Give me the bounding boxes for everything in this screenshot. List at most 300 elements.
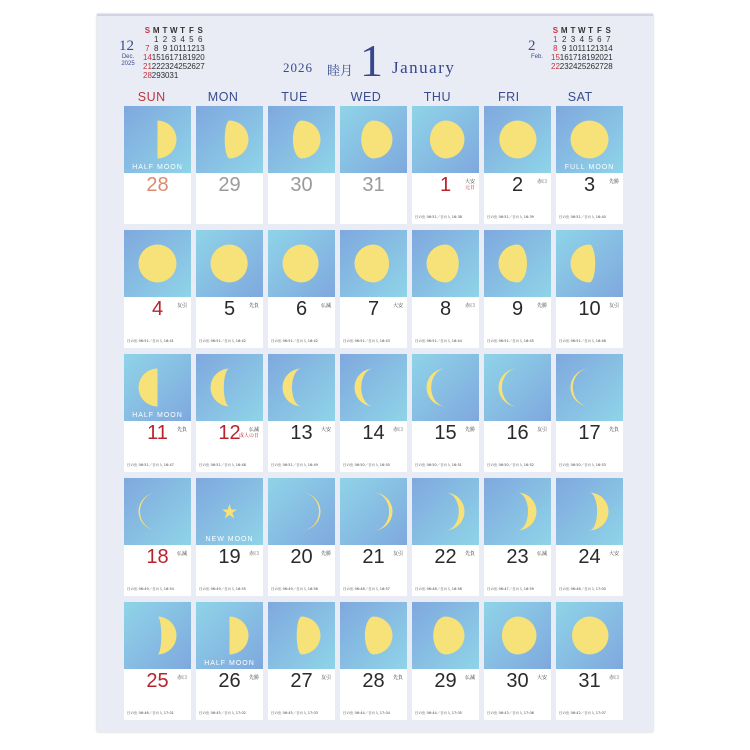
rokuyo-label: 先負: [464, 551, 475, 557]
moon-icon: [196, 602, 263, 669]
moon-icon: [556, 602, 623, 669]
mini-day: 22: [151, 62, 161, 71]
day-number: 17: [578, 422, 601, 444]
moon-phase-image: [196, 602, 263, 669]
moon-phase-image: [340, 478, 407, 545]
rokuyo-label: 先負: [248, 303, 259, 309]
rokuyo-label: 大安: [464, 179, 475, 185]
rokuyo-label: 先勝: [536, 303, 547, 309]
sunrise-sunset-times: 日の出 06:51／日の入 16:40: [559, 215, 606, 219]
moon-icon: [484, 602, 551, 669]
day-cell: [340, 106, 407, 224]
day-number: 24: [578, 546, 601, 568]
mini-day: 18: [577, 53, 587, 62]
moon-phase-image: [484, 602, 551, 669]
mini-day: 3: [171, 35, 177, 44]
day-cell: [340, 230, 407, 348]
mini-day: 20: [594, 53, 604, 62]
day-cell: [268, 602, 335, 720]
sunrise-sunset-times: 日の出 06:51／日の入 16:39: [487, 215, 534, 219]
mini-day: 26: [186, 62, 196, 71]
mini-day: 16: [559, 53, 569, 62]
holiday-label: 元日: [464, 185, 475, 191]
day-cell: [412, 602, 479, 720]
moon-phase-image: [556, 478, 623, 545]
moon-icon: [556, 354, 623, 421]
rokuyo-label: 先勝: [248, 675, 259, 681]
sunrise-sunset-times: 日の出 06:51／日の入 16:42: [271, 339, 318, 343]
prev-month-abbr: Dec. 2025: [121, 54, 135, 67]
next-month-number: 2: [528, 38, 536, 54]
mini-day: 12: [586, 44, 596, 53]
moon-phase-image: [340, 106, 407, 173]
rokuyo-label: 先勝: [464, 427, 475, 433]
prev-month-number: 12: [119, 38, 134, 54]
sunrise-sunset-times: 日の出 06:51／日の入 16:45: [487, 339, 534, 343]
mini-day: 30: [160, 71, 170, 80]
moon-icon: [556, 230, 623, 297]
rokuyo-label: 赤口: [464, 303, 475, 309]
mini-day: 19: [186, 53, 196, 62]
day-number: 2: [511, 174, 524, 196]
sunrise-sunset-times: 日の出 06:51／日の入 16:44: [415, 339, 462, 343]
mini-day: 17: [169, 53, 179, 62]
day-number: 5: [223, 298, 236, 320]
mini-day: 14: [603, 44, 613, 53]
mini-day: 12: [186, 44, 196, 53]
mini-weekday: F: [188, 26, 194, 35]
sunrise-sunset-times: 日の出 06:49／日の入 16:54: [127, 587, 174, 591]
mini-day: 28: [603, 62, 613, 71]
day-cell: [340, 602, 407, 720]
sunrise-sunset-times: 日の出 06:51／日の入 16:47: [127, 463, 174, 467]
day-number: 12: [218, 422, 241, 444]
sunrise-sunset-times: 日の出 06:51／日の入 16:46: [559, 339, 606, 343]
moon-phase-image: [196, 354, 263, 421]
day-number: 28: [146, 174, 169, 196]
day-cell: [196, 602, 263, 720]
day-cell: [484, 230, 551, 348]
rokuyo-label: 大安: [392, 303, 403, 309]
rokuyo-label: 赤口: [176, 675, 187, 681]
next-month-grid: [551, 26, 613, 71]
moon-icon: [124, 478, 191, 545]
day-number: 6: [295, 298, 308, 320]
day-number: 19: [218, 546, 241, 568]
moon-icon: [268, 602, 335, 669]
moon-phase-image: [268, 354, 335, 421]
day-number: 29: [218, 174, 241, 196]
mini-day: 5: [588, 35, 593, 44]
day-number: 27: [290, 670, 313, 692]
day-cell: [196, 106, 263, 224]
day-number: 30: [506, 670, 529, 692]
mini-week-row: [551, 35, 613, 44]
mini-weekday: W: [578, 26, 586, 35]
moon-phase-image: [124, 106, 191, 173]
mini-day: 25: [577, 62, 587, 71]
mini-day: 23: [160, 62, 170, 71]
mini-day: 2: [162, 35, 168, 44]
mini-day: 11: [178, 44, 187, 53]
moon-icon: [268, 230, 335, 297]
moon-icon: [412, 354, 479, 421]
moon-phase-label: FULL MOON: [564, 164, 615, 171]
holiday-label: 成人の日: [238, 433, 259, 439]
moon-phase-image: [412, 354, 479, 421]
day-cell: [484, 478, 551, 596]
day-number: 4: [151, 298, 164, 320]
mini-week-row: [551, 62, 613, 71]
sunrise-sunset-times: 日の出 06:45／日の入 17:02: [199, 711, 246, 715]
mini-day: 9: [561, 44, 567, 53]
rokuyo-label: 先負: [392, 675, 403, 681]
moon-icon: [412, 478, 479, 545]
day-cell: [484, 106, 551, 224]
day-cell: [556, 478, 623, 596]
weekday-fri: FRI: [498, 90, 520, 104]
mini-day: 23: [559, 62, 569, 71]
moon-icon: [412, 230, 479, 297]
rokuyo-label: 友引: [536, 427, 547, 433]
moon-phase-image: [340, 230, 407, 297]
day-number: 31: [578, 670, 601, 692]
mini-day: 25: [178, 62, 188, 71]
moon-phase-image: [412, 106, 479, 173]
mini-weekday: S: [605, 26, 611, 35]
mini-day: 11: [577, 44, 586, 53]
sunrise-sunset-times: 日の出 06:51／日の入 16:49: [271, 463, 318, 467]
mini-day: 10: [169, 44, 179, 53]
moon-icon: [484, 106, 551, 173]
rokuyo-label: 仏滅: [320, 303, 331, 309]
mini-day: 18: [178, 53, 188, 62]
mini-day: 27: [594, 62, 604, 71]
sunrise-sunset-times: 日の出 06:50／日の入 16:50: [343, 463, 390, 467]
weekday-tue: TUE: [281, 90, 308, 104]
day-cell: [268, 230, 335, 348]
day-cell: [412, 354, 479, 472]
rokuyo-label: 友引: [176, 303, 187, 309]
sunrise-sunset-times: 日の出 06:46／日の入 17:00: [559, 587, 606, 591]
moon-icon: [196, 354, 263, 421]
moon-phase-image: [124, 354, 191, 421]
day-number: 8: [439, 298, 452, 320]
mini-day: 31: [169, 71, 179, 80]
day-number: 15: [434, 422, 457, 444]
moon-phase-image: [268, 602, 335, 669]
rokuyo-label: 仏滅: [248, 427, 259, 433]
mini-day: 9: [162, 44, 168, 53]
sunrise-sunset-times: 日の出 06:51／日の入 16:38: [415, 215, 462, 219]
weekday-sun: SUN: [137, 90, 166, 104]
moon-phase-image: [340, 354, 407, 421]
moon-phase-label: NEW MOON: [205, 536, 254, 543]
mini-day: 21: [603, 53, 613, 62]
moon-phase-image: [556, 106, 623, 173]
weekday-sat: SAT: [567, 90, 593, 104]
mini-weekday: T: [588, 26, 594, 35]
mini-day: 5: [189, 35, 194, 44]
mini-day: 2: [561, 35, 567, 44]
day-number: 7: [367, 298, 380, 320]
sunrise-sunset-times: 日の出 06:44／日の入 17:05: [415, 711, 462, 715]
mini-day: 7: [605, 35, 611, 44]
moon-icon: [196, 478, 263, 545]
day-number: 31: [362, 174, 385, 196]
day-number: 1: [439, 174, 452, 196]
moon-phase-image: [268, 230, 335, 297]
day-number: 3: [583, 174, 596, 196]
moon-icon: [340, 478, 407, 545]
rokuyo-label: 友引: [608, 303, 619, 309]
day-cell: [484, 354, 551, 472]
sunrise-sunset-times: 日の出 06:46／日の入 17:01: [127, 711, 174, 715]
moon-phase-image: [412, 602, 479, 669]
sunrise-sunset-times: 日の出 06:51／日の入 16:43: [343, 339, 390, 343]
moon-phase-label: HALF MOON: [132, 164, 183, 171]
moon-phase-image: [268, 478, 335, 545]
title-month-name: January: [392, 58, 456, 77]
day-cell: [268, 354, 335, 472]
rokuyo-label: 赤口: [248, 551, 259, 557]
rokuyo-label: 大安: [536, 675, 547, 681]
day-number: 30: [290, 174, 313, 196]
mini-day: 7: [145, 44, 150, 53]
moon-phase-image: [412, 230, 479, 297]
mini-weekday: M: [152, 26, 160, 35]
day-cell: [124, 106, 191, 224]
day-number: 26: [218, 670, 241, 692]
sunrise-sunset-times: 日の出 06:51／日の入 16:42: [199, 339, 246, 343]
mini-weekday: S: [197, 26, 203, 35]
mini-day: 24: [568, 62, 578, 71]
mini-day: 13: [195, 44, 205, 53]
mini-day: 10: [568, 44, 578, 53]
moon-phase-image: [340, 602, 407, 669]
moon-phase-image: [484, 106, 551, 173]
mini-day: 4: [579, 35, 585, 44]
mini-day: 22: [551, 62, 560, 71]
mini-day: 13: [594, 44, 604, 53]
weekday-wed: WED: [350, 90, 382, 104]
day-cell: [340, 478, 407, 596]
mini-day: 3: [570, 35, 576, 44]
day-cell: [268, 478, 335, 596]
moon-icon: [268, 106, 335, 173]
mini-day: 26: [586, 62, 596, 71]
sunrise-sunset-times: 日の出 06:50／日の入 16:53: [559, 463, 606, 467]
mini-weekday: W: [170, 26, 178, 35]
mini-weekday: M: [560, 26, 568, 35]
moon-phase-image: [484, 230, 551, 297]
mini-day: 15: [551, 53, 560, 62]
rokuyo-label: 仏滅: [536, 551, 547, 557]
moon-icon: [556, 106, 623, 173]
sunrise-sunset-times: 日の出 06:43／日の入 17:06: [487, 711, 534, 715]
day-cell: [484, 602, 551, 720]
moon-phase-image: [124, 478, 191, 545]
mini-day: 27: [195, 62, 205, 71]
day-number: 11: [147, 422, 168, 444]
sunrise-sunset-times: 日の出 06:48／日の入 16:58: [415, 587, 462, 591]
day-cell: [556, 602, 623, 720]
day-number: 23: [506, 546, 529, 568]
sunrise-sunset-times: 日の出 06:50／日の入 16:51: [415, 463, 462, 467]
moon-phase-label: HALF MOON: [132, 412, 183, 419]
moon-phase-image: [484, 478, 551, 545]
moon-icon: [484, 354, 551, 421]
day-cell: [124, 478, 191, 596]
day-number: 13: [290, 422, 313, 444]
mini-day: 29: [151, 71, 161, 80]
day-number: 10: [578, 298, 601, 320]
sunrise-sunset-times: 日の出 06:50／日の入 16:52: [487, 463, 534, 467]
day-number: 18: [146, 546, 169, 568]
sunrise-sunset-times: 日の出 06:48／日の入 16:57: [343, 587, 390, 591]
moon-phase-image: [412, 478, 479, 545]
rokuyo-label: 先勝: [608, 179, 619, 185]
rokuyo-label: 仏滅: [464, 675, 475, 681]
rokuyo-label: 赤口: [392, 427, 403, 433]
mini-day: 28: [143, 71, 152, 80]
moon-icon: [484, 478, 551, 545]
day-cell: [196, 478, 263, 596]
day-cell: [124, 230, 191, 348]
rokuyo-label: 先勝: [320, 551, 331, 557]
day-cell: [124, 354, 191, 472]
mini-day: 1: [553, 35, 558, 44]
day-number: 29: [434, 670, 457, 692]
title-japanese-month: 睦月: [327, 64, 354, 79]
next-month-mini-calendar: [525, 26, 635, 86]
moon-phase-image: [196, 478, 263, 545]
moon-phase-image: [484, 354, 551, 421]
rokuyo-label: 仏滅: [176, 551, 187, 557]
moon-icon: [196, 106, 263, 173]
moon-phase-image: [196, 106, 263, 173]
next-month-abbr: Feb.: [530, 54, 543, 60]
sunrise-sunset-times: 日の出 06:44／日の入 17:04: [343, 711, 390, 715]
mini-day: 4: [180, 35, 185, 44]
rokuyo-label: 先負: [608, 427, 619, 433]
day-number: 9: [511, 298, 524, 320]
mini-day: 19: [586, 53, 596, 62]
rokuyo-label: 大安: [320, 427, 331, 433]
mini-day: 8: [153, 44, 159, 53]
day-cell: [268, 106, 335, 224]
day-cell: [124, 602, 191, 720]
rokuyo-label: 友引: [320, 675, 331, 681]
moon-icon: [556, 478, 623, 545]
day-cell: [412, 478, 479, 596]
day-number: 16: [506, 422, 529, 444]
mini-week-row: [551, 44, 613, 53]
rokuyo-label: 先負: [176, 427, 187, 433]
day-cell: [196, 354, 263, 472]
mini-weekday: S: [144, 26, 151, 35]
mini-day: 6: [597, 35, 602, 44]
moon-icon: [124, 106, 191, 173]
moon-icon: [412, 106, 479, 173]
sunrise-sunset-times: 日の出 06:49／日の入 16:55: [199, 587, 246, 591]
title-month-number: 1: [360, 35, 383, 86]
weekday-thu: THU: [423, 90, 451, 104]
moon-icon: [124, 230, 191, 297]
day-cell: [556, 106, 623, 224]
day-cell: [412, 230, 479, 348]
moon-icon: [124, 354, 191, 421]
day-cell: [556, 230, 623, 348]
rokuyo-label: 赤口: [536, 179, 547, 185]
moon-phase-image: [124, 230, 191, 297]
rokuyo-label: 大安: [608, 551, 619, 557]
sunrise-sunset-times: 日の出 06:51／日の入 16:48: [199, 463, 246, 467]
mini-weekday: S: [552, 26, 559, 35]
moon-icon: [268, 354, 335, 421]
moon-icon: [484, 230, 551, 297]
rokuyo-label: 赤口: [608, 675, 619, 681]
day-cell: [412, 106, 479, 224]
day-cell: [556, 354, 623, 472]
mini-weekday: T: [570, 26, 576, 35]
moon-phase-image: [124, 602, 191, 669]
moon-phase-image: [556, 602, 623, 669]
sunrise-sunset-times: 日の出 06:47／日の入 16:59: [487, 587, 534, 591]
moon-phase-image: [268, 106, 335, 173]
moon-icon: [340, 602, 407, 669]
moon-phase-image: [556, 230, 623, 297]
weekday-mon: MON: [207, 90, 239, 104]
day-number: 20: [290, 546, 313, 568]
day-cell: [196, 230, 263, 348]
day-number: 14: [362, 422, 385, 444]
mini-weekday-row: [551, 26, 613, 35]
mini-day: 20: [195, 53, 205, 62]
moon-icon: [340, 230, 407, 297]
moon-phase-image: [196, 230, 263, 297]
rokuyo-label: 友引: [392, 551, 403, 557]
mini-day: 6: [197, 35, 203, 44]
moon-icon: [412, 602, 479, 669]
moon-phase-image: [556, 354, 623, 421]
mini-day: 15: [151, 53, 161, 62]
moon-icon: [340, 106, 407, 173]
mini-weekday: T: [180, 26, 186, 35]
mini-week-row: [551, 53, 613, 62]
day-number: 28: [362, 670, 385, 692]
day-number: 25: [146, 670, 169, 692]
moon-icon: [268, 478, 335, 545]
mini-day: 21: [143, 62, 152, 71]
calendar-page: [97, 14, 653, 732]
day-cell: [340, 354, 407, 472]
mini-day: 24: [169, 62, 179, 71]
day-number: 22: [434, 546, 457, 568]
day-number: 21: [362, 546, 385, 568]
sunrise-sunset-times: 日の出 06:42／日の入 17:07: [559, 711, 606, 715]
mini-day: 8: [553, 44, 558, 53]
mini-day: 14: [143, 53, 152, 62]
mini-day: 17: [568, 53, 578, 62]
mini-day: 1: [153, 35, 159, 44]
sunrise-sunset-times: 日の出 06:45／日の入 17:03: [271, 711, 318, 715]
sunrise-sunset-times: 日の出 06:49／日の入 16:56: [271, 587, 318, 591]
sunrise-sunset-times: 日の出 06:51／日の入 16:41: [127, 339, 174, 343]
title-year: 2026: [283, 60, 313, 75]
moon-icon: [196, 230, 263, 297]
mini-weekday: F: [596, 26, 602, 35]
